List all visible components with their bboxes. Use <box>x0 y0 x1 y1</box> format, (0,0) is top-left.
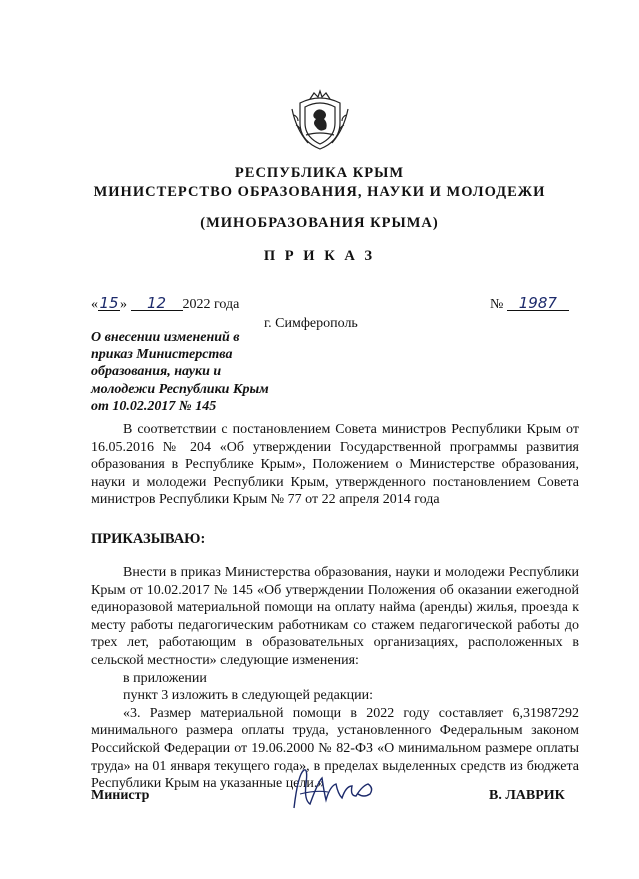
signatory-name: В. ЛАВРИК <box>489 788 565 803</box>
handwritten-signature <box>288 764 384 820</box>
order-number <box>490 296 569 313</box>
body-paragraph-3: пункт 3 изложить в следующей редакции: <box>123 688 373 704</box>
date-open-quote: « <box>91 297 98 312</box>
order-body <box>91 564 579 793</box>
date-year: 2022 года <box>182 297 240 312</box>
order-number-prefix: № <box>490 297 504 312</box>
header-ministry: МИНИСТЕРСТВО ОБРАЗОВАНИЯ, НАУКИ И МОЛОДЕЖИ <box>93 184 546 200</box>
signatory-position: Министр <box>91 788 150 803</box>
preamble-text: В соответствии с постановлением Совета министров Республики Крым от 16.05.2016 № 204 «Об утверждении Государственной программы развития образования в Республике Крым», Положением о Министерстве образования, науки и молодежи Республики Крым, утвержденного постановлением Совета министров Республики Крым № 77 от 22 апреля 2014 года <box>91 422 579 508</box>
order-number-value: 1987 <box>507 296 569 311</box>
date-month: 12 <box>131 296 183 311</box>
document-type-title: П Р И К А З <box>263 248 376 264</box>
date-day: 15 <box>99 294 119 312</box>
order-subject: О внесении изменений в приказ Министерства образования, науки и молодежи Республики Крым от 10.02.2017 № 145 <box>91 330 269 414</box>
date-close-quote: » <box>120 297 127 312</box>
preamble <box>91 421 579 509</box>
order-date <box>91 296 239 313</box>
crimea-coat-of-arms-icon <box>288 89 352 153</box>
header-abbreviation: (МИНОБРАЗОВАНИЯ КРЫМА) <box>200 215 439 231</box>
body-paragraph-1: Внести в приказ Министерства образования, науки и молодежи Республики Крым от 10.02.2017 № 145 «Об утверждении Положения об оказании ежегодной единоразовой материальной помощи на оплату найма (аренды) жилья, проезда к месту работы педагогическим работникам со стажем педагогической работы до трех лет, работающим в образовательных организациях, расположенных в сельской местности» следующие изменения: <box>91 565 579 668</box>
city: г. Симферополь <box>264 316 358 331</box>
body-paragraph-2: в приложении <box>123 670 207 686</box>
order-directive: ПРИКАЗЫВАЮ: <box>91 531 206 547</box>
body-paragraph-4: «3. Размер материальной помощи в 2022 году составляет 6,31987292 минимального размера оплаты труда, установленного Федеральным законом Российской Федерации от 19.06.2000 № 82-ФЗ «О минимальном размере оплаты труда» на 01 января текущего года», в пределах выделенных средств из бюджета Республики Крым на указанные цели.» <box>91 705 579 792</box>
header-republic: РЕСПУБЛИКА КРЫМ <box>234 165 405 181</box>
